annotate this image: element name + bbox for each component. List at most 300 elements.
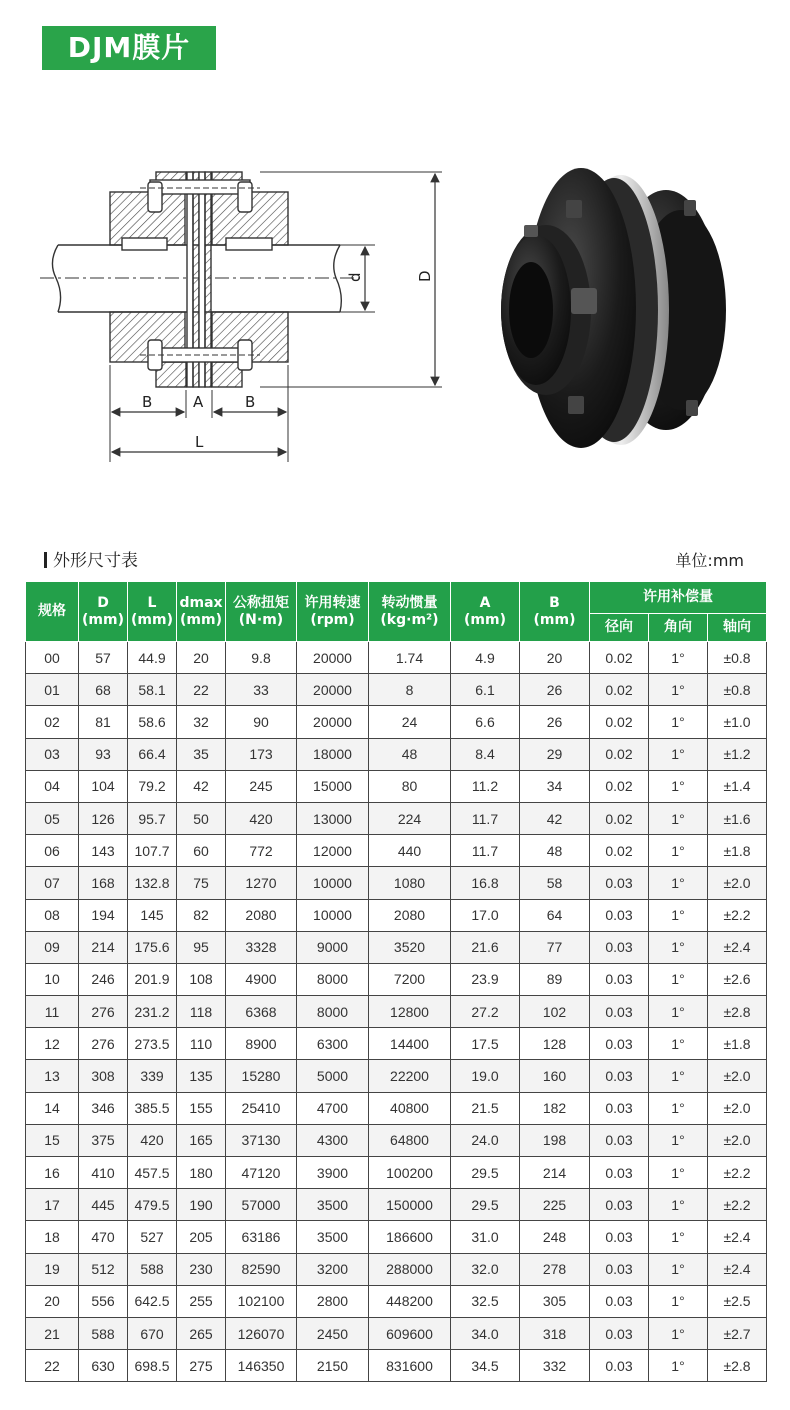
table-row xyxy=(26,674,767,706)
table-cell: 10 xyxy=(26,963,79,995)
table-cell: 64 xyxy=(520,899,590,931)
table-cell: 32.0 xyxy=(451,1253,520,1285)
coupling-dimension-diagram xyxy=(30,150,460,470)
table-cell: 1° xyxy=(649,706,708,738)
table-cell: 1° xyxy=(649,642,708,674)
table-cell: 1° xyxy=(649,1157,708,1189)
table-cell: 95.7 xyxy=(128,802,177,834)
table-cell: 670 xyxy=(128,1317,177,1349)
table-cell: 19 xyxy=(26,1253,79,1285)
table-cell: 80 xyxy=(369,770,451,802)
table-cell: 07 xyxy=(26,867,79,899)
header-angular: 角向 xyxy=(649,614,708,642)
table-row xyxy=(26,706,767,738)
table-cell: ±0.8 xyxy=(708,674,767,706)
table-cell: 150000 xyxy=(369,1189,451,1221)
table-row xyxy=(26,770,767,802)
table-cell: 16.8 xyxy=(451,867,520,899)
table-cell: 0.03 xyxy=(590,1285,649,1317)
table-row xyxy=(26,931,767,963)
dim-label-small-d: d xyxy=(346,272,364,282)
table-cell: 29.5 xyxy=(451,1189,520,1221)
table-cell: 1° xyxy=(649,1221,708,1253)
table-cell: 60 xyxy=(177,835,226,867)
table-cell: ±2.6 xyxy=(708,963,767,995)
table-cell: 831600 xyxy=(369,1350,451,1382)
table-cell: 308 xyxy=(79,1060,128,1092)
table-cell: 420 xyxy=(226,802,297,834)
table-cell: 11 xyxy=(26,996,79,1028)
table-cell: 20000 xyxy=(297,642,369,674)
table-cell: 186600 xyxy=(369,1221,451,1253)
table-cell: 0.03 xyxy=(590,1124,649,1156)
table-cell: 18 xyxy=(26,1221,79,1253)
table-cell: 201.9 xyxy=(128,963,177,995)
table-cell: 126 xyxy=(79,802,128,834)
header-spec: 规格 xyxy=(26,582,79,642)
table-cell: 168 xyxy=(79,867,128,899)
table-cell: 18000 xyxy=(297,738,369,770)
table-cell: 230 xyxy=(177,1253,226,1285)
table-cell: 95 xyxy=(177,931,226,963)
table-cell: 1° xyxy=(649,1350,708,1382)
table-cell: 1° xyxy=(649,674,708,706)
table-cell: 0.03 xyxy=(590,899,649,931)
table-cell: 44.9 xyxy=(128,642,177,674)
table-cell: 66.4 xyxy=(128,738,177,770)
table-cell: 110 xyxy=(177,1028,226,1060)
table-row xyxy=(26,1189,767,1221)
table-cell: ±1.8 xyxy=(708,835,767,867)
table-cell: 146350 xyxy=(226,1350,297,1382)
table-cell: 410 xyxy=(79,1157,128,1189)
table-cell: 0.03 xyxy=(590,931,649,963)
table-cell: 04 xyxy=(26,770,79,802)
table-cell: 40800 xyxy=(369,1092,451,1124)
header-axial: 轴向 xyxy=(708,614,767,642)
table-cell: 698.5 xyxy=(128,1350,177,1382)
table-cell: 245 xyxy=(226,770,297,802)
table-cell: 4900 xyxy=(226,963,297,995)
table-cell: 318 xyxy=(520,1317,590,1349)
table-cell: 1° xyxy=(649,996,708,1028)
table-cell: 82 xyxy=(177,899,226,931)
table-cell: 12 xyxy=(26,1028,79,1060)
table-cell: 22 xyxy=(26,1350,79,1382)
table-cell: 332 xyxy=(520,1350,590,1382)
table-cell: 00 xyxy=(26,642,79,674)
table-cell: 173 xyxy=(226,738,297,770)
dimension-table xyxy=(25,581,767,1382)
table-cell: 1° xyxy=(649,1317,708,1349)
table-row xyxy=(26,867,767,899)
table-cell: 14400 xyxy=(369,1028,451,1060)
table-cell: 0.03 xyxy=(590,1350,649,1382)
table-cell: 128 xyxy=(520,1028,590,1060)
table-cell: 479.5 xyxy=(128,1189,177,1221)
table-cell: 0.03 xyxy=(590,1317,649,1349)
table-cell: 1° xyxy=(649,1124,708,1156)
table-cell: ±2.0 xyxy=(708,1092,767,1124)
table-cell: 1° xyxy=(649,1092,708,1124)
table-cell: 0.02 xyxy=(590,674,649,706)
table-row xyxy=(26,899,767,931)
table-cell: 1270 xyxy=(226,867,297,899)
section-title xyxy=(44,546,138,571)
table-cell: 246 xyxy=(79,963,128,995)
table-cell: 1° xyxy=(649,1285,708,1317)
table-cell: 1.74 xyxy=(369,642,451,674)
table-cell: 278 xyxy=(520,1253,590,1285)
table-row xyxy=(26,1285,767,1317)
table-cell: 6300 xyxy=(297,1028,369,1060)
table-cell: 10000 xyxy=(297,867,369,899)
table-row xyxy=(26,963,767,995)
table-row xyxy=(26,1092,767,1124)
table-cell: 4300 xyxy=(297,1124,369,1156)
table-cell: 305 xyxy=(520,1285,590,1317)
table-cell: 20000 xyxy=(297,674,369,706)
table-cell: 1° xyxy=(649,738,708,770)
table-cell: 102 xyxy=(520,996,590,1028)
table-cell: ±2.2 xyxy=(708,1157,767,1189)
table-cell: 58 xyxy=(520,867,590,899)
table-body xyxy=(26,642,767,1382)
table-cell: 10000 xyxy=(297,899,369,931)
table-cell: ±1.2 xyxy=(708,738,767,770)
table-cell: ±1.4 xyxy=(708,770,767,802)
dim-label-b-left: B xyxy=(142,393,153,411)
dim-label-a: A xyxy=(193,393,204,411)
table-cell: 0.03 xyxy=(590,867,649,899)
table-cell: 214 xyxy=(79,931,128,963)
table-cell: 248 xyxy=(520,1221,590,1253)
table-cell: 22 xyxy=(177,674,226,706)
dim-label-l: L xyxy=(195,433,204,451)
table-cell: 194 xyxy=(79,899,128,931)
table-cell: 17.0 xyxy=(451,899,520,931)
table-cell: 273.5 xyxy=(128,1028,177,1060)
table-cell: 35 xyxy=(177,738,226,770)
table-cell: 75 xyxy=(177,867,226,899)
table-cell: 11.7 xyxy=(451,802,520,834)
table-cell: 288000 xyxy=(369,1253,451,1285)
table-cell: 0.02 xyxy=(590,802,649,834)
table-cell: 11.2 xyxy=(451,770,520,802)
table-cell: ±2.5 xyxy=(708,1285,767,1317)
table-cell: 1° xyxy=(649,1028,708,1060)
header-inertia: 转动惯量 (kg·m²) xyxy=(369,582,451,642)
header-b: B (mm) xyxy=(520,582,590,642)
table-cell: 13 xyxy=(26,1060,79,1092)
table-cell: 275 xyxy=(177,1350,226,1382)
table-cell: 01 xyxy=(26,674,79,706)
table-cell: 03 xyxy=(26,738,79,770)
table-cell: 8000 xyxy=(297,963,369,995)
table-cell: 5000 xyxy=(297,1060,369,1092)
table-cell: ±2.0 xyxy=(708,1124,767,1156)
table-row xyxy=(26,1028,767,1060)
header-l: L (mm) xyxy=(128,582,177,642)
table-cell: 42 xyxy=(177,770,226,802)
table-cell: 26 xyxy=(520,674,590,706)
table-cell: 132.8 xyxy=(128,867,177,899)
table-cell: 527 xyxy=(128,1221,177,1253)
table-cell: 9.8 xyxy=(226,642,297,674)
table-cell: 0.02 xyxy=(590,706,649,738)
table-cell: 175.6 xyxy=(128,931,177,963)
table-cell: 9000 xyxy=(297,931,369,963)
table-cell: 0.02 xyxy=(590,738,649,770)
table-cell: 104 xyxy=(79,770,128,802)
table-cell: 4700 xyxy=(297,1092,369,1124)
table-row xyxy=(26,1350,767,1382)
table-cell: 107.7 xyxy=(128,835,177,867)
table-cell: 145 xyxy=(128,899,177,931)
table-cell: 445 xyxy=(79,1189,128,1221)
table-cell: 32.5 xyxy=(451,1285,520,1317)
table-cell: 47120 xyxy=(226,1157,297,1189)
table-cell: 0.02 xyxy=(590,770,649,802)
table-cell: 0.03 xyxy=(590,1253,649,1285)
table-cell: 42 xyxy=(520,802,590,834)
table-cell: 346 xyxy=(79,1092,128,1124)
table-cell: 58.6 xyxy=(128,706,177,738)
table-cell: 457.5 xyxy=(128,1157,177,1189)
table-cell: 31.0 xyxy=(451,1221,520,1253)
table-row xyxy=(26,1060,767,1092)
table-cell: ±2.8 xyxy=(708,1350,767,1382)
table-cell: 609600 xyxy=(369,1317,451,1349)
table-cell: ±1.8 xyxy=(708,1028,767,1060)
table-cell: 339 xyxy=(128,1060,177,1092)
table-cell: 225 xyxy=(520,1189,590,1221)
table-cell: 81 xyxy=(79,706,128,738)
table-cell: 17.5 xyxy=(451,1028,520,1060)
table-cell: 772 xyxy=(226,835,297,867)
table-cell: 16 xyxy=(26,1157,79,1189)
table-cell: 375 xyxy=(79,1124,128,1156)
table-cell: 3500 xyxy=(297,1189,369,1221)
table-cell: 265 xyxy=(177,1317,226,1349)
table-cell: 1° xyxy=(649,835,708,867)
table-cell: 0.03 xyxy=(590,1221,649,1253)
table-cell: 19.0 xyxy=(451,1060,520,1092)
table-cell: 08 xyxy=(26,899,79,931)
coupling-product-photo xyxy=(486,160,736,460)
table-cell: 06 xyxy=(26,835,79,867)
table-row xyxy=(26,738,767,770)
table-cell: 24 xyxy=(369,706,451,738)
table-cell: ±2.7 xyxy=(708,1317,767,1349)
table-cell: 126070 xyxy=(226,1317,297,1349)
table-cell: ±1.0 xyxy=(708,706,767,738)
table-cell: 50 xyxy=(177,802,226,834)
table-cell: 8 xyxy=(369,674,451,706)
table-cell: 0.03 xyxy=(590,963,649,995)
table-row xyxy=(26,1253,767,1285)
table-cell: 1° xyxy=(649,867,708,899)
page-title: DJM膜片 xyxy=(42,26,216,70)
table-cell: 02 xyxy=(26,706,79,738)
table-cell: 160 xyxy=(520,1060,590,1092)
table-cell: 630 xyxy=(79,1350,128,1382)
dim-label-big-d: D xyxy=(416,270,434,282)
table-row xyxy=(26,835,767,867)
table-cell: 0.03 xyxy=(590,1028,649,1060)
table-cell: 33 xyxy=(226,674,297,706)
table-cell: 2150 xyxy=(297,1350,369,1382)
header-radial: 径向 xyxy=(590,614,649,642)
table-cell: 143 xyxy=(79,835,128,867)
header-speed: 许用转速 (rpm) xyxy=(297,582,369,642)
dim-label-b-right: B xyxy=(245,393,256,411)
table-cell: 2080 xyxy=(226,899,297,931)
table-cell: 14 xyxy=(26,1092,79,1124)
table-cell: 0.03 xyxy=(590,1157,649,1189)
table-cell: 3900 xyxy=(297,1157,369,1189)
table-cell: 68 xyxy=(79,674,128,706)
table-cell: 26 xyxy=(520,706,590,738)
table-cell: 3200 xyxy=(297,1253,369,1285)
table-cell: 1° xyxy=(649,931,708,963)
table-cell: ±1.6 xyxy=(708,802,767,834)
table-cell: 385.5 xyxy=(128,1092,177,1124)
table-cell: 09 xyxy=(26,931,79,963)
table-cell: 2450 xyxy=(297,1317,369,1349)
table-row xyxy=(26,1157,767,1189)
table-cell: 90 xyxy=(226,706,297,738)
table-cell: 512 xyxy=(79,1253,128,1285)
table-cell: 89 xyxy=(520,963,590,995)
table-row xyxy=(26,642,767,674)
table-cell: ±2.4 xyxy=(708,931,767,963)
table-cell: 231.2 xyxy=(128,996,177,1028)
table-cell: 135 xyxy=(177,1060,226,1092)
table-cell: 642.5 xyxy=(128,1285,177,1317)
table-cell: 155 xyxy=(177,1092,226,1124)
table-cell: 57 xyxy=(79,642,128,674)
header-torque: 公称扭矩 (N·m) xyxy=(226,582,297,642)
table-row xyxy=(26,1317,767,1349)
table-cell: 1° xyxy=(649,899,708,931)
table-cell: 13000 xyxy=(297,802,369,834)
table-cell: 34.0 xyxy=(451,1317,520,1349)
table-cell: 6.6 xyxy=(451,706,520,738)
table-cell: 64800 xyxy=(369,1124,451,1156)
table-cell: 1° xyxy=(649,963,708,995)
table-row xyxy=(26,802,767,834)
table-row xyxy=(26,1221,767,1253)
table-cell: ±2.4 xyxy=(708,1253,767,1285)
table-cell: 0.03 xyxy=(590,1092,649,1124)
table-cell: 0.02 xyxy=(590,835,649,867)
table-cell: ±2.0 xyxy=(708,1060,767,1092)
table-cell: 4.9 xyxy=(451,642,520,674)
table-cell: 0.03 xyxy=(590,1060,649,1092)
table-cell: 6368 xyxy=(226,996,297,1028)
table-cell: 11.7 xyxy=(451,835,520,867)
table-cell: 556 xyxy=(79,1285,128,1317)
table-cell: 190 xyxy=(177,1189,226,1221)
table-cell: 2080 xyxy=(369,899,451,931)
table-cell: 198 xyxy=(520,1124,590,1156)
table-cell: 12000 xyxy=(297,835,369,867)
table-cell: 21.6 xyxy=(451,931,520,963)
table-cell: ±2.8 xyxy=(708,996,767,1028)
table-cell: 588 xyxy=(79,1317,128,1349)
table-row xyxy=(26,996,767,1028)
table-cell: ±2.0 xyxy=(708,867,767,899)
table-cell: 118 xyxy=(177,996,226,1028)
table-cell: 276 xyxy=(79,996,128,1028)
table-cell: 165 xyxy=(177,1124,226,1156)
table-cell: 0.03 xyxy=(590,996,649,1028)
table-cell: 2800 xyxy=(297,1285,369,1317)
table-cell: 23.9 xyxy=(451,963,520,995)
table-cell: 214 xyxy=(520,1157,590,1189)
table-cell: 8000 xyxy=(297,996,369,1028)
table-cell: 34.5 xyxy=(451,1350,520,1382)
table-cell: ±2.2 xyxy=(708,899,767,931)
table-cell: 24.0 xyxy=(451,1124,520,1156)
table-cell: 3328 xyxy=(226,931,297,963)
table-cell: 3500 xyxy=(297,1221,369,1253)
table-cell: 182 xyxy=(520,1092,590,1124)
table-cell: 25410 xyxy=(226,1092,297,1124)
table-cell: ±2.2 xyxy=(708,1189,767,1221)
table-cell: 21.5 xyxy=(451,1092,520,1124)
table-cell: 0.02 xyxy=(590,642,649,674)
table-cell: 29 xyxy=(520,738,590,770)
table-cell: 6.1 xyxy=(451,674,520,706)
table-cell: 0.03 xyxy=(590,1189,649,1221)
table-cell: 34 xyxy=(520,770,590,802)
table-cell: 420 xyxy=(128,1124,177,1156)
table-cell: 180 xyxy=(177,1157,226,1189)
table-cell: 37130 xyxy=(226,1124,297,1156)
table-cell: 440 xyxy=(369,835,451,867)
header-compensation: 许用补偿量 xyxy=(590,582,767,614)
table-cell: 8900 xyxy=(226,1028,297,1060)
table-cell: 15000 xyxy=(297,770,369,802)
table-cell: 1° xyxy=(649,1189,708,1221)
table-cell: 224 xyxy=(369,802,451,834)
table-cell: 12800 xyxy=(369,996,451,1028)
table-cell: 22200 xyxy=(369,1060,451,1092)
table-cell: 05 xyxy=(26,802,79,834)
table-cell: 588 xyxy=(128,1253,177,1285)
table-cell: 58.1 xyxy=(128,674,177,706)
table-cell: 17 xyxy=(26,1189,79,1221)
table-cell: 29.5 xyxy=(451,1157,520,1189)
table-cell: 48 xyxy=(369,738,451,770)
table-cell: 21 xyxy=(26,1317,79,1349)
table-cell: 32 xyxy=(177,706,226,738)
table-cell: 77 xyxy=(520,931,590,963)
table-cell: 108 xyxy=(177,963,226,995)
unit-label: 单位:mm xyxy=(675,551,744,570)
header-a: A (mm) xyxy=(451,582,520,642)
table-cell: 63186 xyxy=(226,1221,297,1253)
table-cell: 79.2 xyxy=(128,770,177,802)
table-cell: ±2.4 xyxy=(708,1221,767,1253)
table-cell: 1° xyxy=(649,802,708,834)
section-title-bar xyxy=(44,552,47,568)
table-cell: 470 xyxy=(79,1221,128,1253)
table-cell: 3520 xyxy=(369,931,451,963)
table-cell: 15 xyxy=(26,1124,79,1156)
